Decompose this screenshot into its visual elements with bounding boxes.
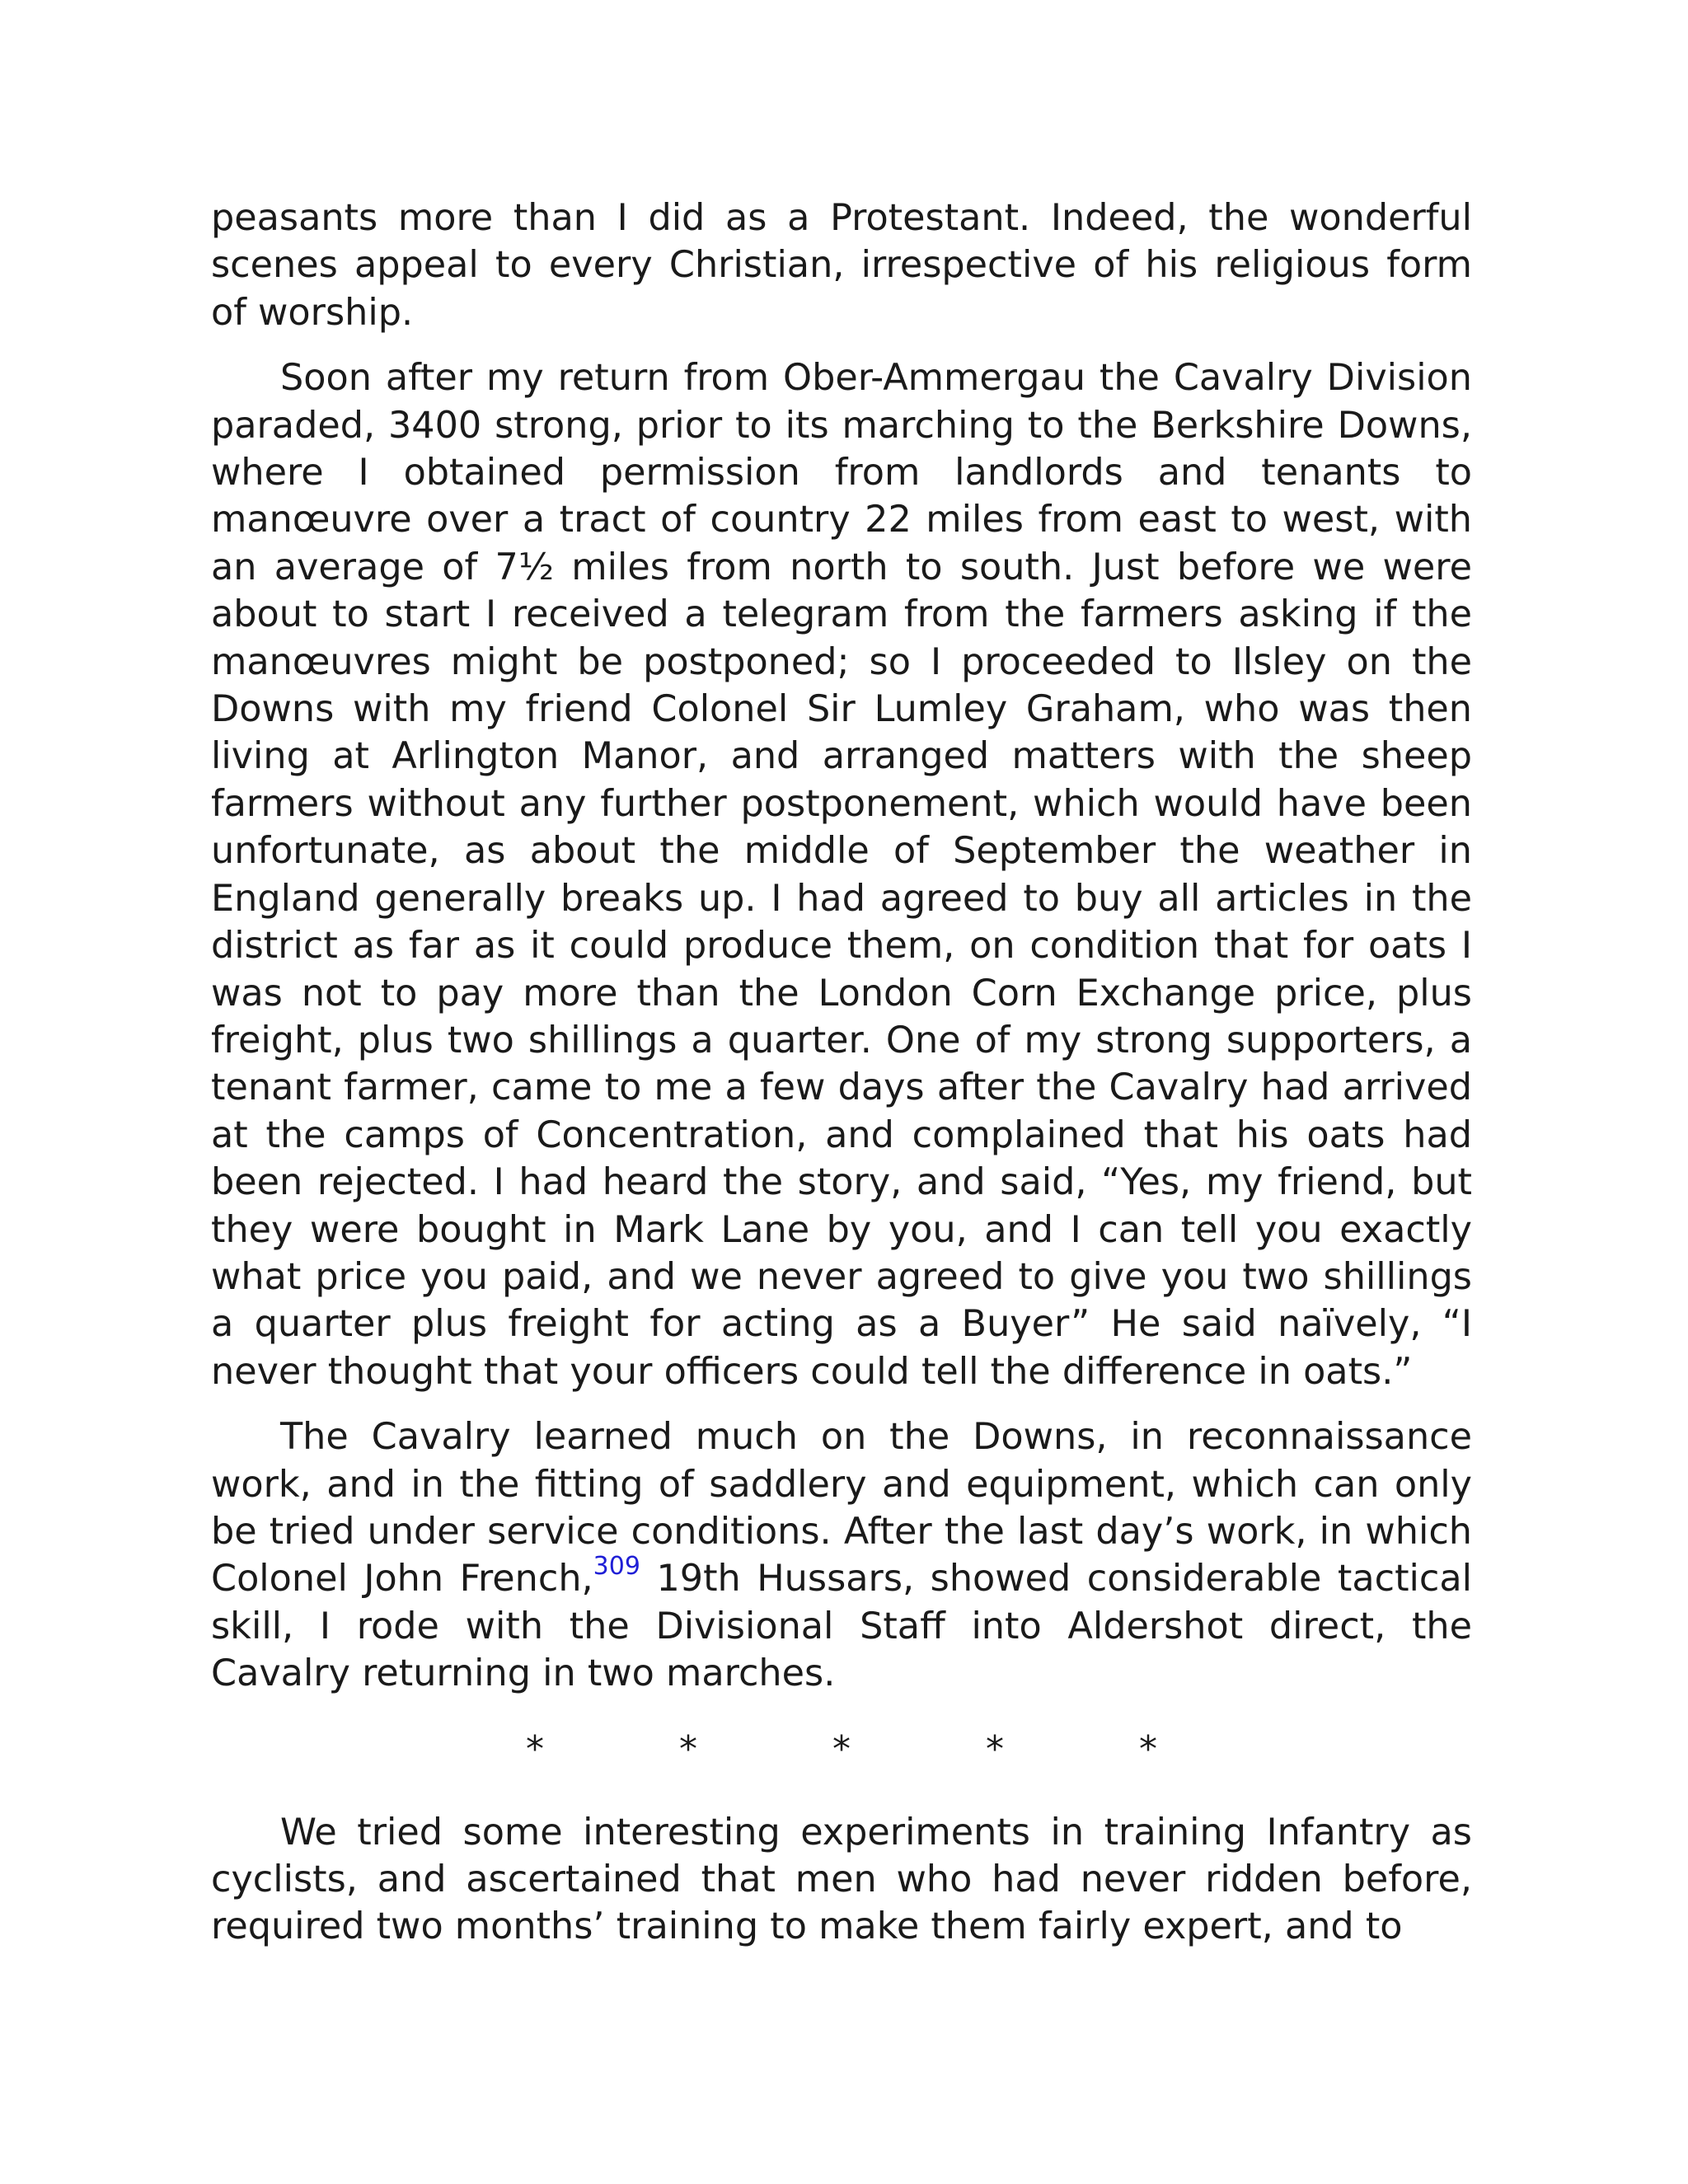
paragraph-4: We tried some interesting experiments in training Infantry as cyclists, and ascertained that men who had never ridden before, required two months’ training to make them fairly expert, and to <box>211 1811 1472 1948</box>
paragraph-3 <box>211 1413 1472 1697</box>
section-break-asterisks <box>211 1726 1472 1773</box>
footnote-link-309[interactable]: 309 <box>593 1552 640 1582</box>
page-body <box>211 194 1472 1951</box>
paragraph-1: peasants more than I did as a Protestant. Indeed, the wonderful scenes appeal to every Christian, irrespective of his religious form of worship. <box>211 197 1472 334</box>
paragraph-2: Soon after my return from Ober-Ammergau the Cavalry Division paraded, 3400 strong, prior to its marching to the Berkshire Downs, where I obtained permission from landlords and tenants to manœuvre over a tract of country 22 miles from east to west, with an average of 7½ miles from north to south. Just before we were about to start I received a telegram from the farmers asking if the manœuvres might be postponed; so I proceeded to Ilsley on the Downs with my friend Colonel Sir Lumley Graham, who was then living at Arlington Manor, and arranged matters with the sheep farmers without any further postponement, which would have been unfortunate, as about the middle of September the weather in England generally breaks up. I had agreed to buy all articles in the district as far as it could produce them, on condition that for oats I was not to pay more than the London Corn Exchange price, plus freight, plus two shillings a quarter. One of my strong supporters, a tenant farmer, came to me a few days after the Cavalry had arrived at the camps of Concentration, and complained that his oats had been rejected. I had heard the story, and said, “Yes, my friend, but they were bought in Mark Lane by you, and I can tell you exactly what price you paid, and we never agreed to give you two shillings a quarter plus freight for acting as a Buyer” He said naïvely, “I never thought that your officers could tell the difference in oats.” <box>211 357 1472 1393</box>
paragraph-3-text-before: The Cavalry learned much on the Downs, in reconnaissance work, and in the fitting of saddlery and equipment, which can only be tried under service conditions. After the last day’s work, in which Colonel John French, <box>211 1416 1472 1601</box>
asterisk-4: * <box>986 1727 1004 1770</box>
asterisk-1: * <box>526 1727 544 1770</box>
paragraph-3-text-after: 19th Hussars, showed considerable tactical skill, I rode with the Divisional Staff into Aldershot direct, the Cavalry returning in two marches. <box>211 1558 1473 1695</box>
asterisk-5: * <box>1139 1727 1157 1770</box>
asterisk-2: * <box>679 1727 697 1770</box>
asterisk-3: * <box>832 1727 851 1770</box>
